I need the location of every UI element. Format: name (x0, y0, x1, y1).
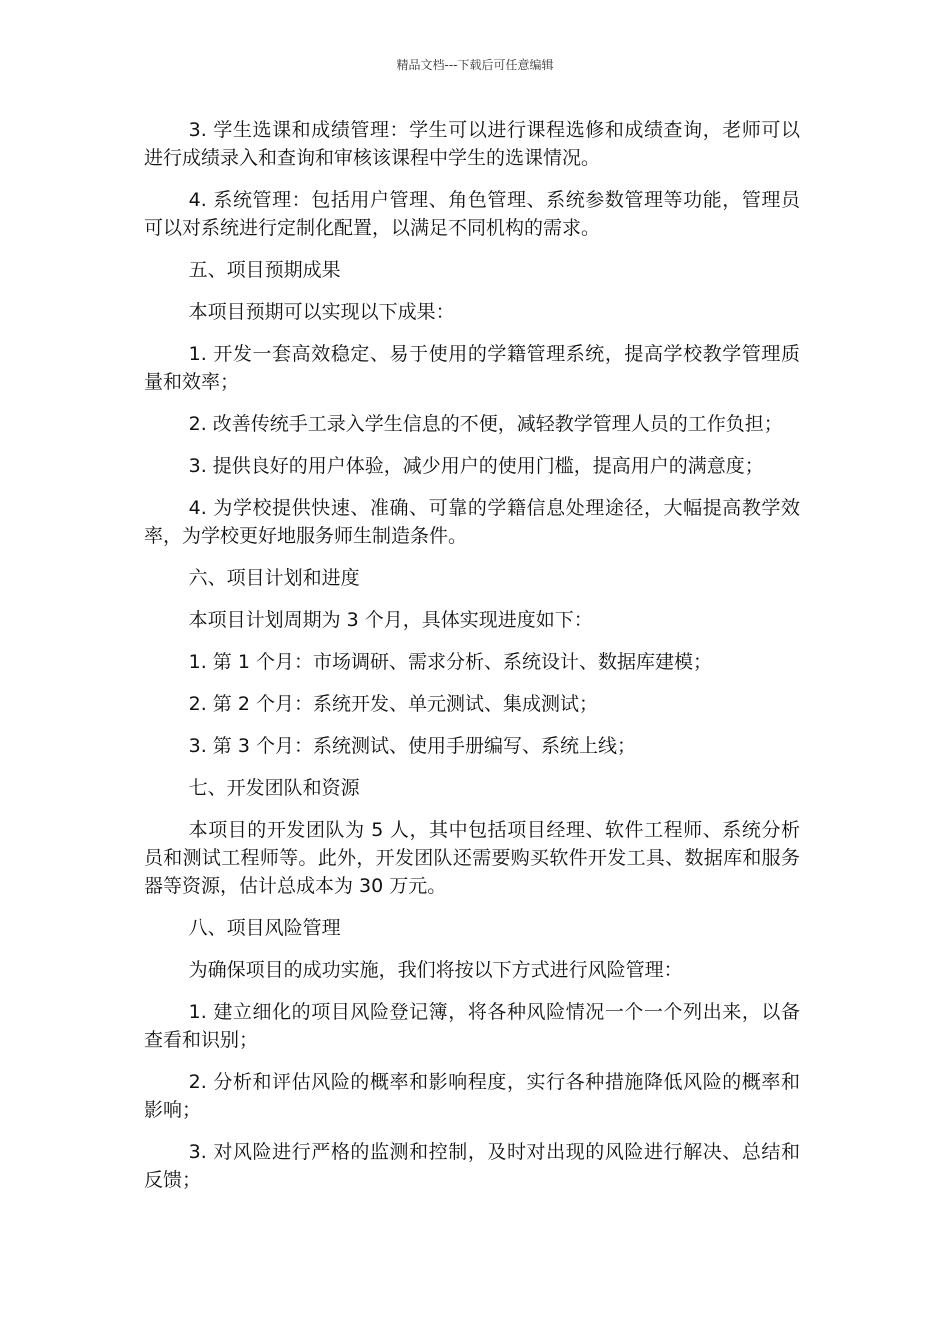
document-body (144, 116, 800, 1208)
list-item-risk-3: 3. 对风险进行严格的监测和控制，及时对出现的风险进行解决、总结和反馈； (144, 1141, 800, 1191)
section-heading-plan-progress: 六、项目计划和进度 (188, 567, 360, 589)
list-item-result-3: 3. 提供良好的用户体验，减少用户的使用门槛，提高用户的满意度； (188, 455, 764, 477)
page-header: 精品文档---下载后可任意编辑 (396, 58, 554, 72)
paragraph-course-grade-mgmt: 3. 学生选课和成绩管理：学生可以进行课程选修和成绩查询，老师可以进行成绩录入和查询和审核该课程中学生的选课情况。 (144, 119, 800, 169)
section-heading-expected-results: 五、项目预期成果 (188, 259, 341, 281)
list-item-result-4: 4. 为学校提供快速、准确、可靠的学籍信息处理途径，大幅提高教学效率，为学校更好地服务师生制造条件。 (144, 497, 800, 547)
paragraph-risk-intro: 为确保项目的成功实施，我们将按以下方式进行风险管理： (188, 959, 683, 981)
section-heading-risk-mgmt: 八、项目风险管理 (188, 917, 341, 939)
paragraph-team-resources: 本项目的开发团队为 5 人，其中包括项目经理、软件工程师、系统分析员和测试工程师等。此外，开发团队还需要购买软件开发工具、数据库和服务器等资源，估计总成本为 30 万元。 (144, 819, 800, 897)
list-item-risk-1: 1. 建立细化的项目风险登记簿，将各种风险情况一个一个列出来，以备查看和识别； (144, 1001, 800, 1051)
list-item-result-2: 2. 改善传统手工录入学生信息的不便，减轻教学管理人员的工作负担； (188, 413, 783, 435)
list-item-month-1: 1. 第 1 个月：市场调研、需求分析、系统设计、数据库建模； (188, 651, 712, 673)
paragraph-plan-intro: 本项目计划周期为 3 个月，具体实现进度如下： (188, 609, 593, 631)
section-heading-team-resources: 七、开发团队和资源 (188, 777, 360, 799)
paragraph-system-mgmt: 4. 系统管理：包括用户管理、角色管理、系统参数管理等功能，管理员可以对系统进行定制化配置，以满足不同机构的需求。 (144, 189, 800, 239)
list-item-month-3: 3. 第 3 个月：系统测试、使用手册编写、系统上线； (188, 735, 636, 757)
list-item-result-1: 1. 开发一套高效稳定、易于使用的学籍管理系统，提高学校教学管理质量和效率； (144, 343, 800, 393)
paragraph-results-intro: 本项目预期可以实现以下成果： (188, 301, 455, 323)
list-item-risk-2: 2. 分析和评估风险的概率和影响程度，实行各种措施降低风险的概率和影响； (144, 1071, 800, 1121)
list-item-month-2: 2. 第 2 个月：系统开发、单元测试、集成测试； (188, 693, 598, 715)
